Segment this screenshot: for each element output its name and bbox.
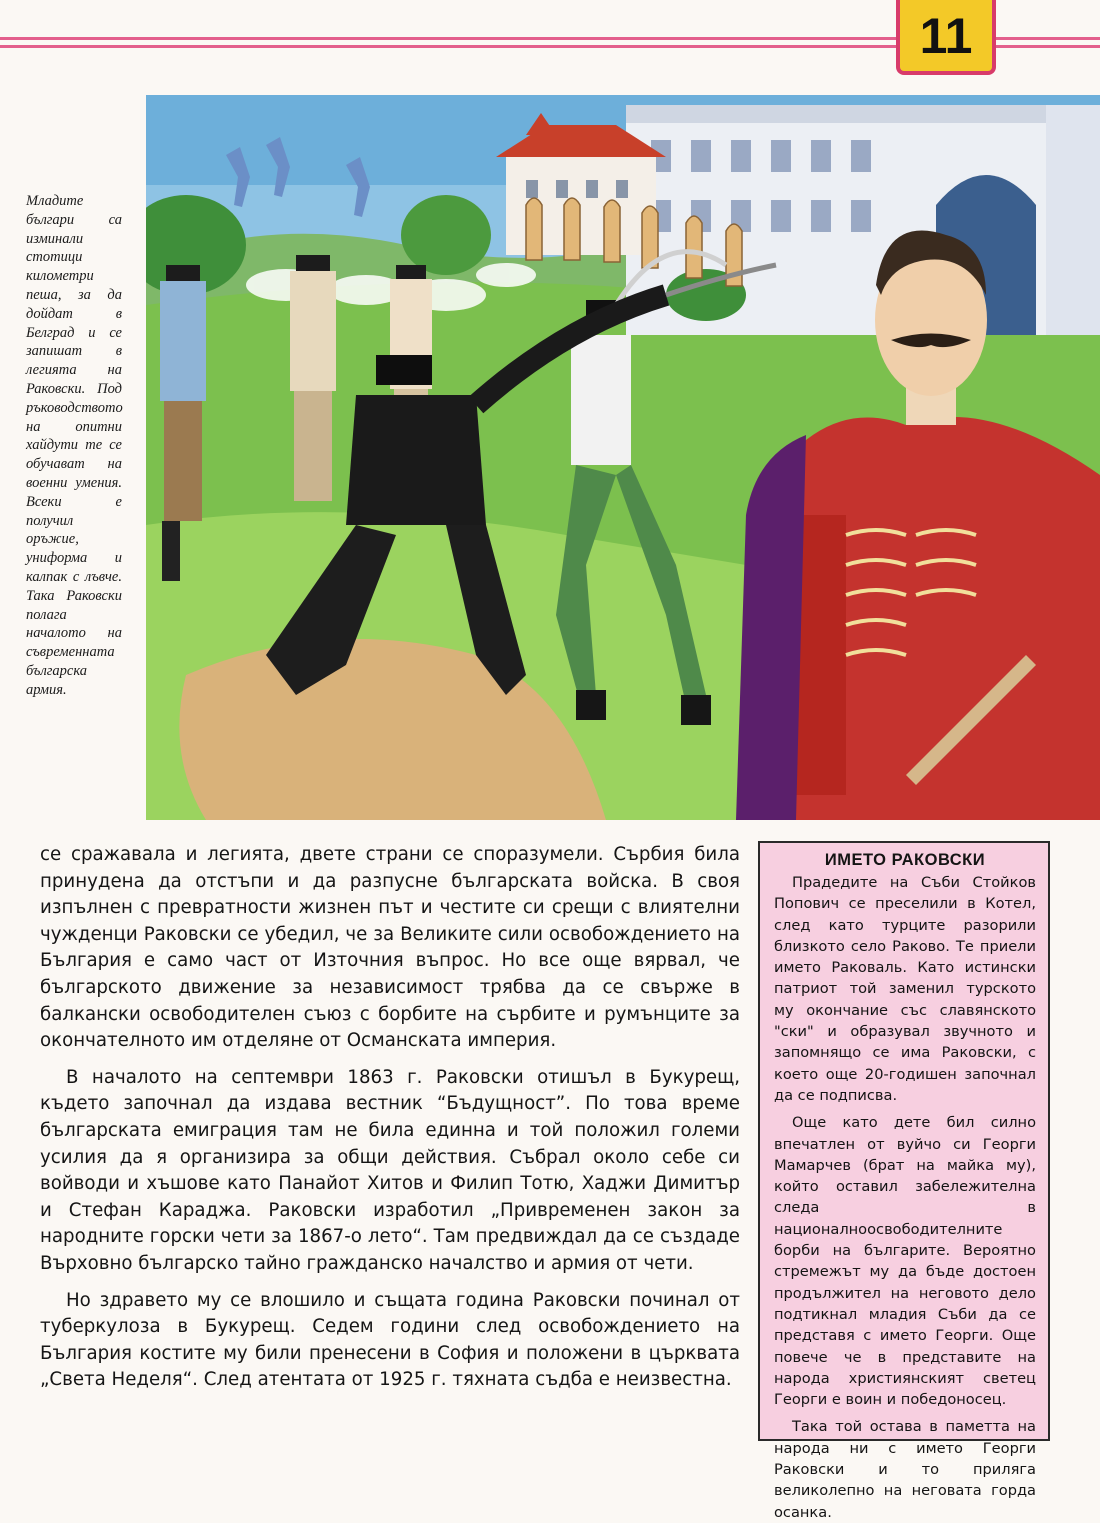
- page-number: 11: [896, 0, 996, 75]
- sidebar-paragraph: Още като дете бил силно впечатлен от вуйчо си Георги Мамарчев (брат на майка му), който оставил забележителна следа в националноосвободителните борби на българите. Вероятно стремежът му да бъде достоен продължител на неговото дело подтикнал младия Съби да се представя с името Георги. Още повече че в представите на народа християнският светец Георги е воин и победоносец.: [774, 1114, 1036, 1409]
- article-paragraph: се сражавала и легията, двете страни се споразумели. Сърбия била принудена да отстъпи и да разпусне българската войска. В своя изпълнен с превратности жизнен път и честите си срещи с влиятелни чужденци Раковски се убедил, че за Великите сили освобождението на България е само част от Източния въпрос. Но все още вярвал, че българското движение за независимост трябва да се свърже в балкански освободителен съюз с борбите на сърбите и румънците за окончателното им отделяне от Османската империя.: [40, 844, 740, 1052]
- sidebar-paragraph: Прадедите на Съби Стойков Попович се преселили в Котел, след като турците разорили близкото село Раково. Те приели името Раковаль. Като истински патриот той заменил турското му окончание със славянското "ски" и образувал звучното и запомнящо се има Раковски, с което още 20-годишен започнал да се подписва.: [774, 874, 1036, 1104]
- sidebar-box: [758, 841, 1050, 1521]
- sidebar-title: ИМЕТО РАКОВСКИ: [824, 851, 986, 869]
- article-paragraph: Но здравето му се влошило и същата година Раковски починал от туберкулоза в Букурещ. Седем години след освобождението на България костите му били пренесени в София и положени в църквата „Света Неделя“. След атентата от 1925 г. тяхната съдба е неизвестна.: [40, 1289, 740, 1391]
- article-paragraph: В началото на септември 1863 г. Раковски отишъл в Букурещ, където започнал да издава вестник “Бъдущност”. По това време българската емиграция там не била единна и той положил големи усилия да я организира за общи действия. Събрал около себе си войводи и хъшове като Панайот Хитов и Филип Тотю, Хаджи Димитър и Стефан Караджа. Раковски изработил „Привременен закон за народните горски чети за 1867-о лето“. Там предвиждал да се създаде Върховно българско тайно гражданско началство и армия от чети.: [40, 1066, 740, 1274]
- article-body: [40, 842, 740, 1404]
- sidebar-paragraph: Така той остава в паметта на народа ни с името Георги Раковски и то приляга великолепно на неговата горда осанка.: [774, 1418, 1036, 1521]
- illustration: [146, 95, 1100, 820]
- illustration-caption: Младите българи са изминали стотици километри пеша, за да дойдат в Белград и се запишат в легията на Раковски. Под ръководството на опитни хайдути те се обучават на военни умения. Всеки е получил оръжие, униформа и калпак с лъвче. Така Раковски полага началото на съвременната българска армия.: [26, 193, 123, 698]
- legion-training-illustration: [146, 95, 1100, 820]
